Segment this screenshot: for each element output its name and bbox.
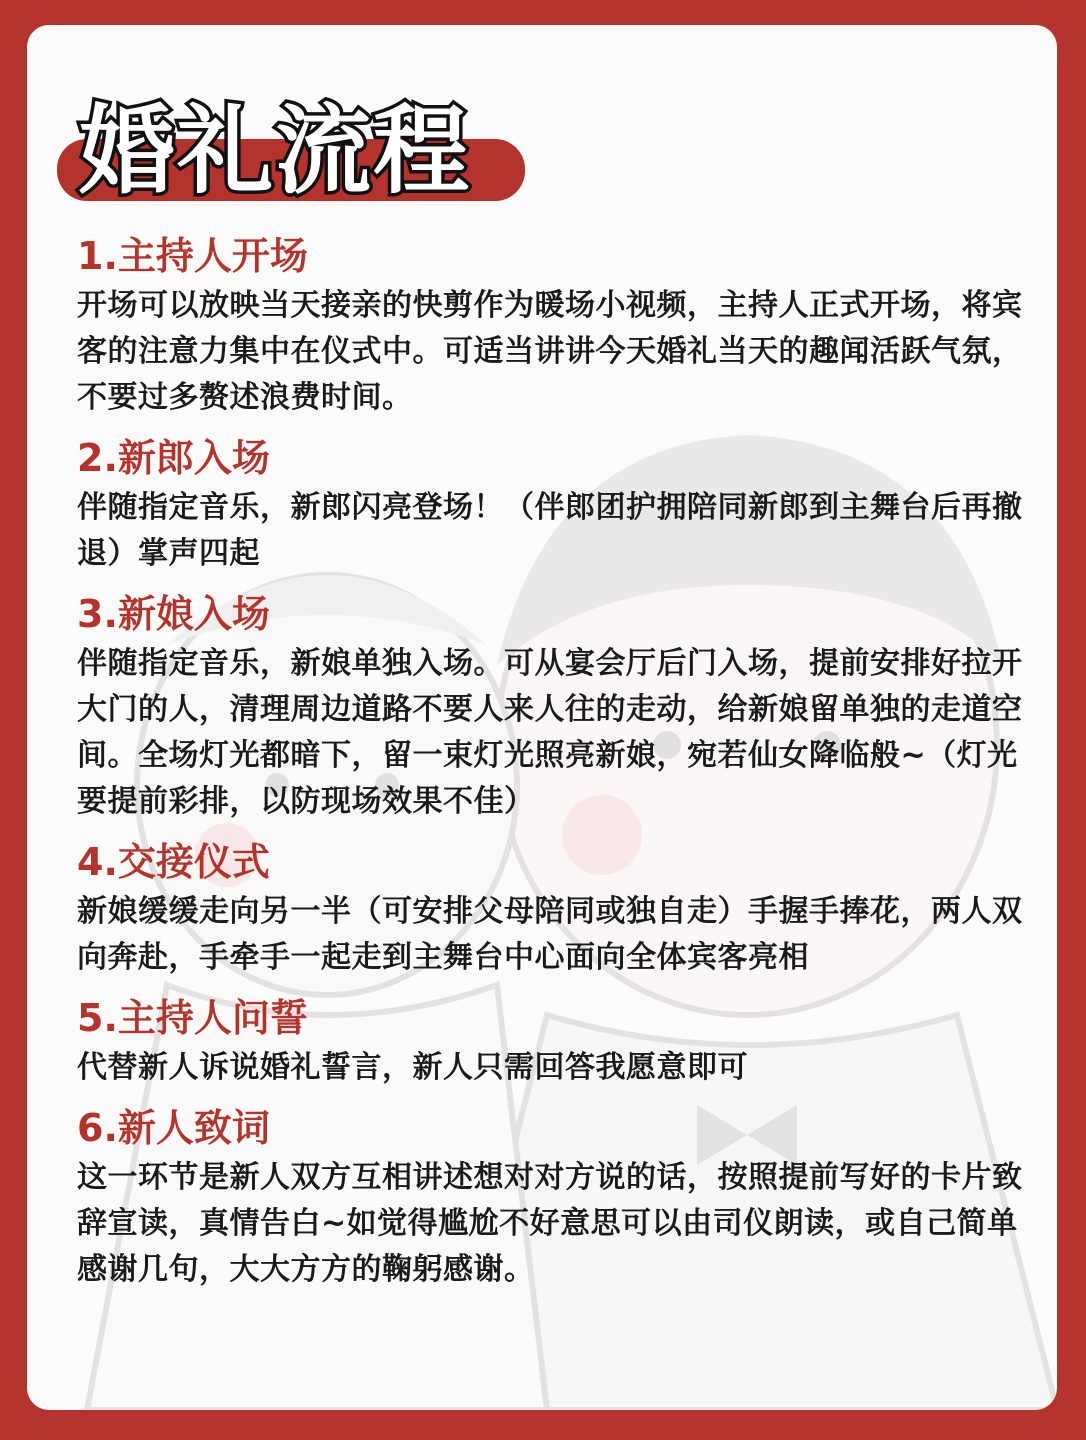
section-5 — [77, 993, 1037, 1091]
section-2 — [77, 433, 1037, 577]
title-block — [57, 87, 527, 217]
section-heading: 5.主持人问誓 — [77, 996, 308, 1040]
section-heading: 2.新郎入场 — [77, 436, 270, 480]
section-body: 伴随指定音乐，新郎闪亮登场！（伴郎团护拥陪同新郎到主舞台后再撤退）掌声四起 — [77, 490, 1023, 571]
section-6 — [77, 1103, 1037, 1293]
section-body: 代替新人诉说婚礼誓言，新人只需回答我愿意即可 — [77, 1050, 748, 1085]
section-3 — [77, 589, 1037, 825]
content-card — [27, 25, 1057, 1410]
section-heading: 3.新娘入场 — [77, 592, 270, 636]
section-1 — [77, 231, 1037, 421]
page-title: 婚礼流程 — [79, 95, 471, 207]
sections-list — [77, 231, 1037, 1305]
section-body: 伴随指定音乐，新娘单独入场。可从宴会厅后门入场，提前安排好拉开大门的人，清理周边道路不要人来人往的走动，给新娘留单独的走道空间。全场灯光都暗下，留一束灯光照亮新娘，宛若仙女降临般~（灯光要提前彩排，以防现场效果不佳） — [77, 646, 1023, 819]
section-heading: 1.主持人开场 — [77, 234, 308, 278]
section-heading: 6.新人致词 — [77, 1106, 270, 1150]
section-body: 这一环节是新人双方互相讲述想对对方说的话，按照提前写好的卡片致辞宣读，真情告白~如觉得尴尬不好意思可以由司仪朗读，或自己简单感谢几句，大大方方的鞠躬感谢。 — [77, 1160, 1023, 1287]
section-body: 新娘缓缓走向另一半（可安排父母陪同或独自走）手握手捧花，两人双向奔赴，手牵手一起走到主舞台中心面向全体宾客亮相 — [77, 894, 1023, 975]
section-heading: 4.交接仪式 — [77, 840, 270, 884]
section-4 — [77, 837, 1037, 981]
section-body: 开场可以放映当天接亲的快剪作为暖场小视频，主持人正式开场，将宾客的注意力集中在仪式中。可适当讲讲今天婚礼当天的趣闻活跃气氛，不要过多赘述浪费时间。 — [77, 288, 1023, 415]
